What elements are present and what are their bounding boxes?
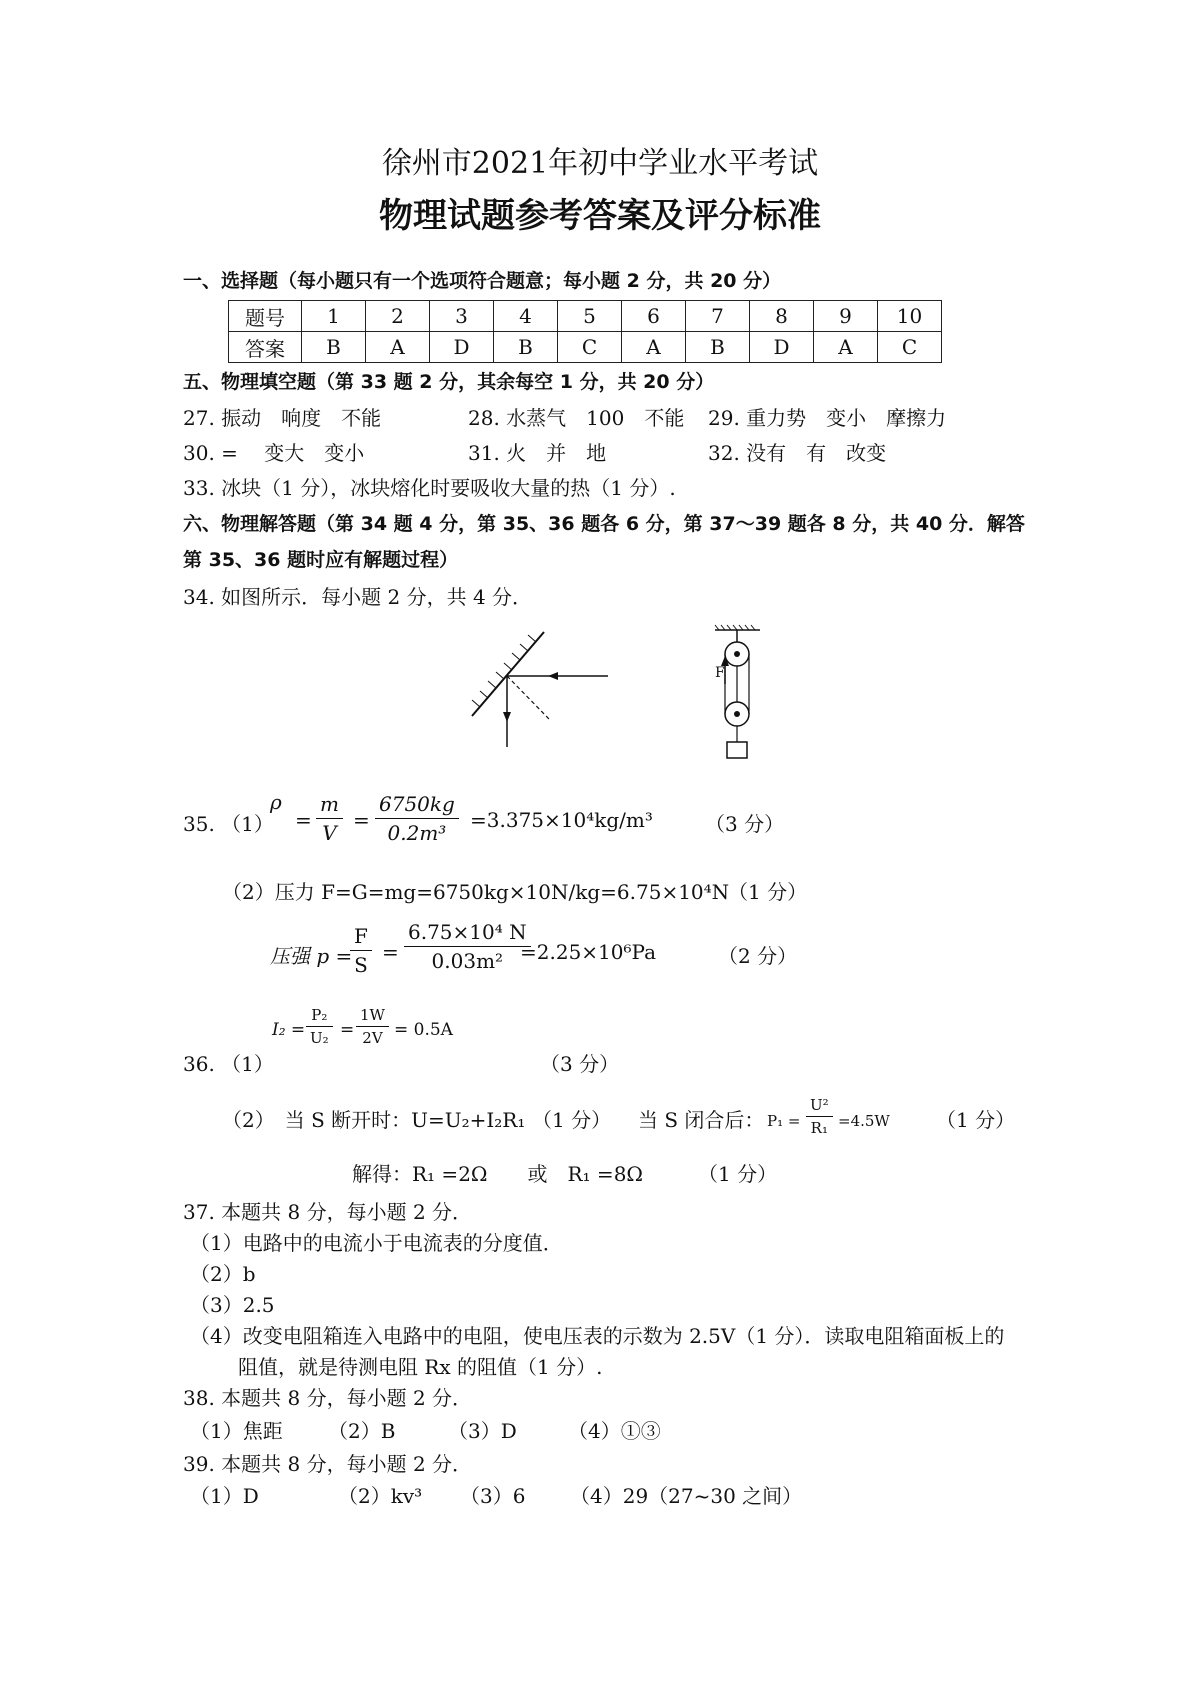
q36-fraction-values (356, 1006, 389, 1047)
q36-solve: 解得：R₁ =2Ω 或 R₁ =8Ω (352, 1162, 643, 1186)
q36-score1: （3 分） (540, 1052, 620, 1076)
q37-answer-3: （3）2.5 (190, 1293, 275, 1317)
q36-eq: = (340, 1020, 355, 1040)
section-solve-heading: 六、物理解答题（第 34 题 4 分，第 35、36 题各 6 分，第 37～39 题各 8 分，共 40 分．解答 (183, 513, 1025, 535)
mirror-reflection-diagram (460, 624, 620, 754)
q35-result: =3.375×10⁴kg/m³ (470, 808, 653, 832)
numerator: 1W (356, 1006, 389, 1027)
numerator: P₂ (306, 1006, 333, 1027)
q35-score2: （1 分） (728, 880, 808, 904)
answer-q28: 28. 水蒸气 100 不能 (468, 406, 685, 430)
fraction (356, 1006, 389, 1047)
table-cell: B (302, 332, 366, 363)
q37-answer-4-cont: 阻值，就是待测电阻 Rx 的阻值（1 分）. (238, 1355, 603, 1379)
q39-heading: 39. 本题共 8 分，每小题 2 分． (183, 1452, 473, 1476)
q36-fraction-pu (306, 1006, 333, 1047)
q36-score2: （1 分） (532, 1108, 612, 1132)
q38-answer-4: （4）①③ (568, 1419, 661, 1443)
section-choice-heading: 一、选择题（每小题只有一个选项符合题意；每小题 2 分，共 20 分） (183, 270, 782, 292)
numerator: F (350, 924, 372, 951)
denominator: V (322, 821, 337, 845)
table-cell: D (750, 332, 814, 363)
answer-q29: 29. 重力势 变小 摩擦力 (708, 406, 947, 430)
table-cell: 5 (558, 301, 622, 332)
denominator: S (354, 953, 368, 977)
q35-p-result: =2.25×10⁶Pa (520, 940, 656, 964)
table-cell: 答案 (229, 332, 302, 363)
table-cell: 6 (622, 301, 686, 332)
q36-part2a: （2） 当 S 断开时：U=U₂+I₂R₁ (222, 1108, 526, 1132)
q37-answer-2: （2）b (190, 1262, 256, 1286)
table-cell: C (878, 332, 942, 363)
section-fill-heading: 五、物理填空题（第 33 题 2 分，其余每空 1 分，共 20 分） (183, 371, 715, 393)
q35-fraction-mv (316, 792, 343, 845)
q35-score3: （2 分） (718, 944, 798, 968)
q35-fraction-values (375, 792, 459, 845)
q36-score4: （1 分） (698, 1162, 778, 1186)
fraction (350, 924, 372, 977)
table-cell: 3 (430, 301, 494, 332)
q35-eq2: = (353, 808, 370, 832)
q37-answer-4: （4）改变电阻箱连入电路中的电阻，使电压表的示数为 2.5V（1 分）．读取电阻箱面板上的 (190, 1324, 1005, 1348)
q36-label: 36. （1） (183, 1052, 274, 1076)
page-subtitle: 物理试题参考答案及评分标准 (379, 196, 821, 236)
table-cell: 7 (686, 301, 750, 332)
answer-q31: 31. 火 并 地 (468, 441, 607, 465)
denominator: U₂ (310, 1029, 329, 1047)
q35-p-label: 压强 p = (270, 944, 353, 968)
q35-eq3: = (382, 940, 399, 964)
answer-q27: 27. 振动 响度 不能 (183, 406, 382, 430)
denominator: R₁ (810, 1119, 828, 1137)
table-cell: 4 (494, 301, 558, 332)
q36-fraction-ur (806, 1096, 833, 1137)
denominator: 2V (362, 1029, 383, 1047)
table-row-numbers (229, 301, 942, 332)
fraction (404, 920, 531, 973)
q38-answer-2: （2）B (328, 1419, 396, 1443)
q35-part2: （2）压力 F=G=mg=6750kg×10N/kg=6.75×10⁴N (222, 880, 730, 904)
q36-part2b: 当 S 闭合后： (638, 1108, 765, 1132)
table-cell: 8 (750, 301, 814, 332)
q37-answer-1: （1）电路中的电流小于电流表的分度值． (190, 1231, 563, 1255)
fraction (375, 792, 459, 845)
q37-heading: 37. 本题共 8 分，每小题 2 分． (183, 1200, 473, 1224)
q35-score1: （3 分） (705, 812, 785, 836)
denominator: 0.2m³ (387, 821, 447, 845)
table-cell: A (366, 332, 430, 363)
table-cell: A (814, 332, 878, 363)
q39-answer-4: （4）29（27~30 之间） (570, 1484, 803, 1508)
pulley-diagram (690, 624, 770, 762)
q38-heading: 38. 本题共 8 分，每小题 2 分． (183, 1386, 473, 1410)
q39-answer-3: （3）6 (460, 1484, 526, 1508)
fraction (306, 1006, 333, 1047)
q35-eq: = (295, 808, 312, 832)
q36-p1-result: =4.5W (838, 1112, 890, 1130)
table-cell: 9 (814, 301, 878, 332)
answer-q34: 34. 如图所示．每小题 2 分，共 4 分． (183, 585, 533, 609)
table-cell: D (430, 332, 494, 363)
table-cell: A (622, 332, 686, 363)
table-cell: 题号 (229, 301, 302, 332)
table-cell: B (494, 332, 558, 363)
fraction (316, 792, 343, 845)
answer-q32: 32. 没有 有 改变 (708, 441, 887, 465)
numerator: 6750kg (375, 792, 459, 819)
table-cell: 10 (878, 301, 942, 332)
table-cell: B (686, 332, 750, 363)
numerator: 6.75×10⁴ N (404, 920, 531, 947)
table-row-answers (229, 332, 942, 363)
q35-fraction-pvalues (404, 920, 531, 973)
q36-result: = 0.5A (394, 1020, 453, 1040)
table-cell: 2 (366, 301, 430, 332)
q35-fraction-fs (350, 924, 372, 977)
q36-p1-label: P₁ = (767, 1112, 801, 1130)
answer-q33: 33. 冰块（1 分），冰块熔化时要吸收大量的热（1 分）. (183, 476, 676, 500)
q36-score3: （1 分） (936, 1108, 1016, 1132)
answer-table (228, 300, 942, 363)
q38-answer-1: （1）焦距 (190, 1419, 283, 1443)
denominator: 0.03m² (431, 949, 504, 973)
table-cell: C (558, 332, 622, 363)
answer-q30: 30. = 变大 变小 (183, 441, 365, 465)
q35-rho: ρ (270, 790, 282, 814)
page-title: 徐州市2021年初中学业水平考试 (381, 146, 819, 181)
q36-i2-label: I₂ = (272, 1020, 306, 1040)
q35-label: 35. （1） (183, 812, 274, 836)
table-cell: 1 (302, 301, 366, 332)
numerator: U² (806, 1096, 833, 1117)
pulley-force-label: F (715, 665, 725, 681)
q39-answer-2: （2）kv³ (338, 1484, 423, 1508)
q38-answer-3: （3）D (448, 1419, 517, 1443)
section-solve-heading-cont: 第 35、36 题时应有解题过程） (183, 549, 459, 571)
numerator: m (316, 792, 343, 819)
fraction (806, 1096, 833, 1137)
q39-answer-1: （1）D (190, 1484, 259, 1508)
